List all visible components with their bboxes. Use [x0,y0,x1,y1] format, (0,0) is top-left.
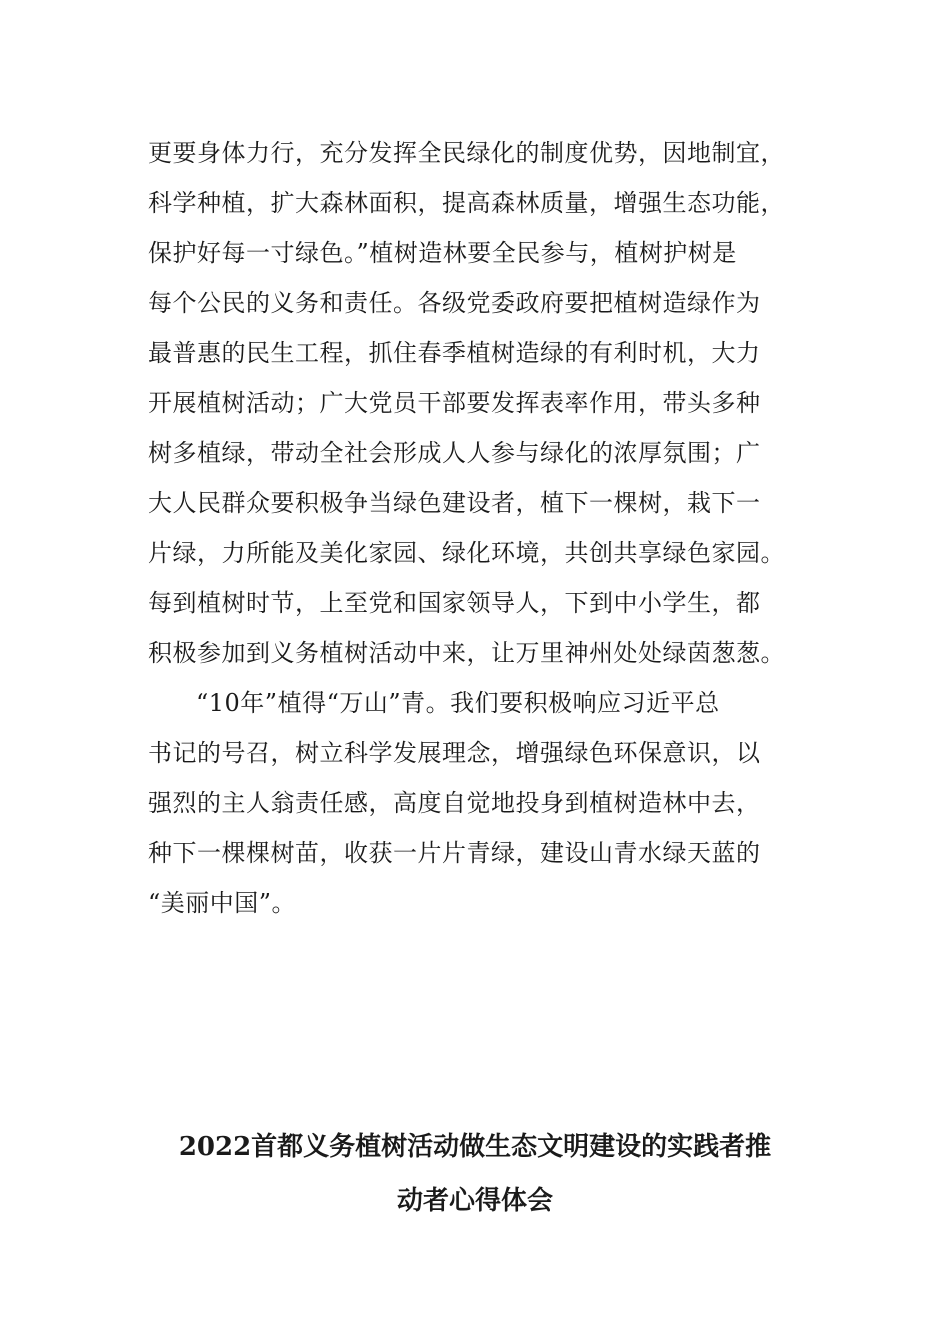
text-line: 更要身体力行，充分发挥全民绿化的制度优势，因地制宜， [148,139,785,167]
paragraph-start-line: “10年”植得“万山”青。我们要积极响应习近平总 [196,689,720,717]
title-line-1: 2022首都义务植树活动做生态文明建设的实践者推 [178,1132,772,1162]
text-line: “美丽中国”。 [148,889,297,917]
text-line: 积极参加到义务植树活动中来，让万里神州处处绿茵葱葱。 [148,639,785,667]
text-line: 强烈的主人翁责任感，高度自觉地投身到植树造林中去， [148,789,761,817]
text-line: 树多植绿，带动全社会形成人人参与绿化的浓厚氛围；广 [148,439,761,467]
text-line: 科学种植，扩大森林面积，提高森林质量，增强生态功能， [148,189,785,217]
document-title [60,1120,890,1228]
text-line: 开展植树活动；广大党员干部要发挥表率作用，带头多种 [148,389,761,417]
text-line: 书记的号召，树立科学发展理念，增强绿色环保意识，以 [148,739,761,767]
text-line: 大人民群众要积极争当绿色建设者，植下一棵树，栽下一 [148,489,761,517]
text-line: 片绿，力所能及美化家园、绿化环境，共创共享绿色家园。 [148,539,785,567]
text-line: 种下一棵棵树苗，收获一片片青绿，建设山青水绿天蓝的 [148,839,761,867]
title-line-2: 动者心得体会 [396,1186,553,1216]
text-line: 最普惠的民生工程，抓住春季植树造绿的有利时机，大力 [148,339,761,367]
text-line: 每到植树时节，上至党和国家领导人，下到中小学生，都 [148,589,761,617]
text-line: 每个公民的义务和责任。各级党委政府要把植树造绿作为 [148,289,761,317]
body-paragraphs [148,128,808,928]
text-line: 保护好每一寸绿色。”植树造林要全民参与，植树护树是 [148,239,737,267]
